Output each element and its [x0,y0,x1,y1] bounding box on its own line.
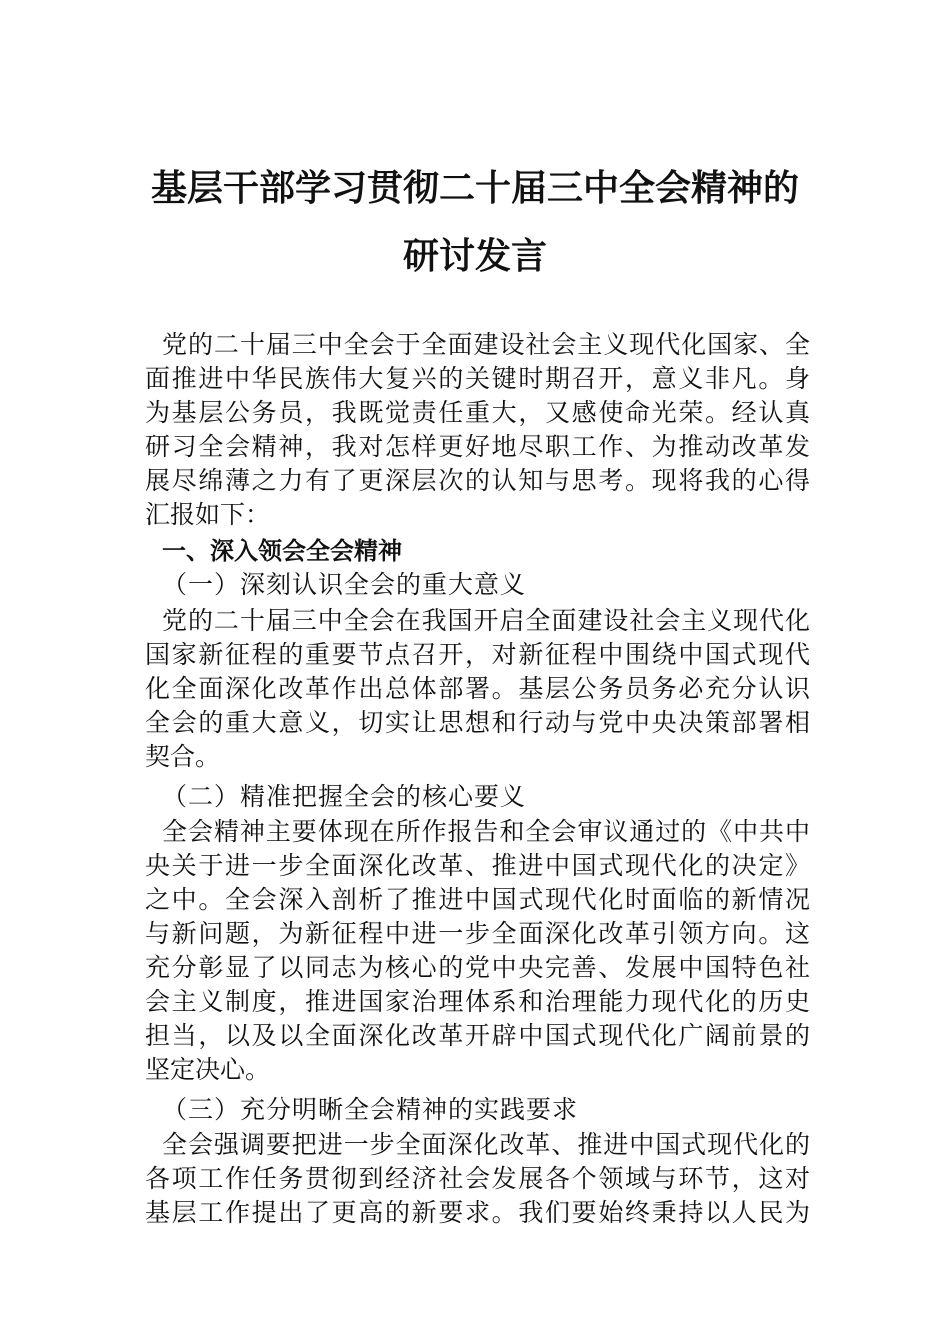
paragraph-line: 央关于进一步全面深化改革、推进中国式现代化的决定》 [145,851,810,880]
paragraph-line: 与新问题，为新征程中进一步全面深化改革引领方向。这 [145,919,810,948]
paragraph-line: 之中。全会深入剖析了推进中国式现代化时面临的新情况 [145,885,810,914]
section-heading: 一、深入领会全会精神 [162,537,402,565]
intro-line: 汇报如下： [145,500,271,529]
paragraph-line: 担当，以及以全面深化改革开辟中国式现代化广阔前景的 [145,1021,810,1050]
intro-line: 研习全会精神，我对怎样更好地尽职工作、为推动改革发 [145,432,810,461]
subsection-heading: （二）精准把握全会的核心要义 [162,782,527,811]
intro-line: 党的二十届三中全会于全面建设社会主义现代化国家、全 [162,330,810,359]
paragraph-line: 各项工作任务贯彻到经济社会发展各个领域与环节，这对 [145,1164,810,1193]
subsection-heading: （一）深刻认识全会的重大意义 [162,570,527,599]
paragraph-line: 契合。 [145,742,221,771]
paragraph-line: 全会精神主要体现在所作报告和全会审议通过的《中共中 [162,817,810,846]
paragraph-line: 充分彰显了以同志为核心的党中央完善、发展中国特色社 [145,953,810,982]
paragraph-line: 全会的重大意义，切实让思想和行动与党中央决策部署相 [145,708,810,737]
paragraph-line: 国家新征程的重要节点召开，对新征程中围绕中国式现代 [145,640,810,669]
paragraph-line: 化全面深化改革作出总体部署。基层公务员务必充分认识 [145,674,810,703]
paragraph-line: 党的二十届三中全会在我国开启全面建设社会主义现代化 [162,606,810,635]
intro-line: 面推进中华民族伟大复兴的关键时期召开，意义非凡。身 [145,364,810,393]
paragraph-line: 全会强调要把进一步全面深化改革、推进中国式现代化的 [162,1130,810,1159]
document-title-line-1: 基层干部学习贯彻二十届三中全会精神的 [150,167,799,209]
paragraph-line: 会主义制度，推进国家治理体系和治理能力现代化的历史 [145,987,810,1016]
document-title-line-2: 研讨发言 [402,235,547,277]
paragraph-line: 基层工作提出了更高的新要求。我们要始终秉持以人民为 [145,1198,810,1227]
subsection-heading: （三）充分明晰全会精神的实践要求 [162,1095,579,1124]
intro-line: 为基层公务员，我既觉责任重大，又感使命光荣。经认真 [145,398,810,427]
paragraph-line: 坚定决心。 [145,1055,271,1084]
intro-line: 展尽绵薄之力有了更深层次的认知与思考。现将我的心得 [145,466,810,495]
